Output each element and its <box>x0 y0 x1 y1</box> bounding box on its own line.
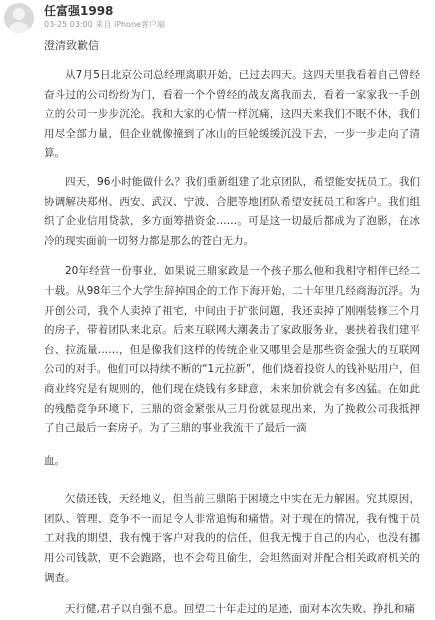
paragraph: 血。 <box>44 454 65 467</box>
post-meta <box>44 19 165 30</box>
avatar[interactable] <box>4 3 34 33</box>
post-body <box>44 66 420 620</box>
post-time: 03-25 03:00 <box>44 20 93 29</box>
paragraph: 从7月5日北京公司总经理离职开始，已过去四天。这四天里我看着自己曾经奋斗过的公司纷纷为门，看着一个个曾经的战友离我而去，看着一家家我一手创立的公司一步步沉沦。我和大家的心情一样沉痛，这四天来我们不眠不休，我们用尽全部力量，但企业就像撞到了冰山的巨轮缓缓沉没下去，一步一步走向了清算。 <box>44 69 420 160</box>
paragraph: 四天，96小时能做什么？我们重新组建了北京团队，希望能安抚员工。我们协调解决郑州、西安、武汉、宁波、合肥等地团队希望安抚员工和客户。我们组织了企业信用贷款，多方面筹措资金……。可是这一切最后都成为了泡影，在冰冷的现实面前一切努力都是那么的苍白无力。 <box>44 175 420 247</box>
source-prefix: 来自 <box>95 20 112 29</box>
paragraph: 20年经营一份事业，如果说三鼎家政是一个孩子那么他和我相守相伴已经二十载。从98年三个大学生辞掉国企的工作下海开始，二十年里几经商海沉浮。为开创公司，我个人卖掉了祖宅，中间由于扩张问题，我还卖掉了刚刚装修三个月的房子，带着团队来北京。后来互联网大潮袭击了家政服务业，裹挟着我们建平台、拉流量……，但是像我们这样的传统企业又哪里会是那些资金强大的互联网公司的对手。他们可以持续不断的“1元拉新”，他们烧着投资人的钱补贴用户，但商业终究是有规则的，他们现在烧钱有多肆意，未来加价就会有多凶猛。在如此的残酷竞争环境下，三鼎的资金紧张从三月份就显现出来，为了挽救公司我抵押了自己最后一套房子。为了三鼎的事业我流干了最后一滴 <box>44 265 420 435</box>
username[interactable]: 任富强1998 <box>44 4 114 18</box>
paragraph: 欠债还钱，天经地义，但当前三鼎陷于困境之中实在无力解困。究其原因，团队、管理、竞争不一而足令人非常追悔和痛惜。对于现在的情况，我有愧于员工对我的期望，我有愧于客户对我的的信任，但我无愧于自己的内心，也没有挪用公司钱款，更不会跑路，也不会苟且偷生，会坦然面对并配合相关政府机关的调查。 <box>44 493 420 584</box>
post-header <box>0 0 435 50</box>
post-title: 澄清致歉信 <box>44 39 99 52</box>
paragraph: 天行健,君子以自强不息。回望二十年走过的足迹，面对本次失败、挣扎和痛 <box>65 603 415 616</box>
post-source: iPhone客户端 <box>113 20 165 29</box>
